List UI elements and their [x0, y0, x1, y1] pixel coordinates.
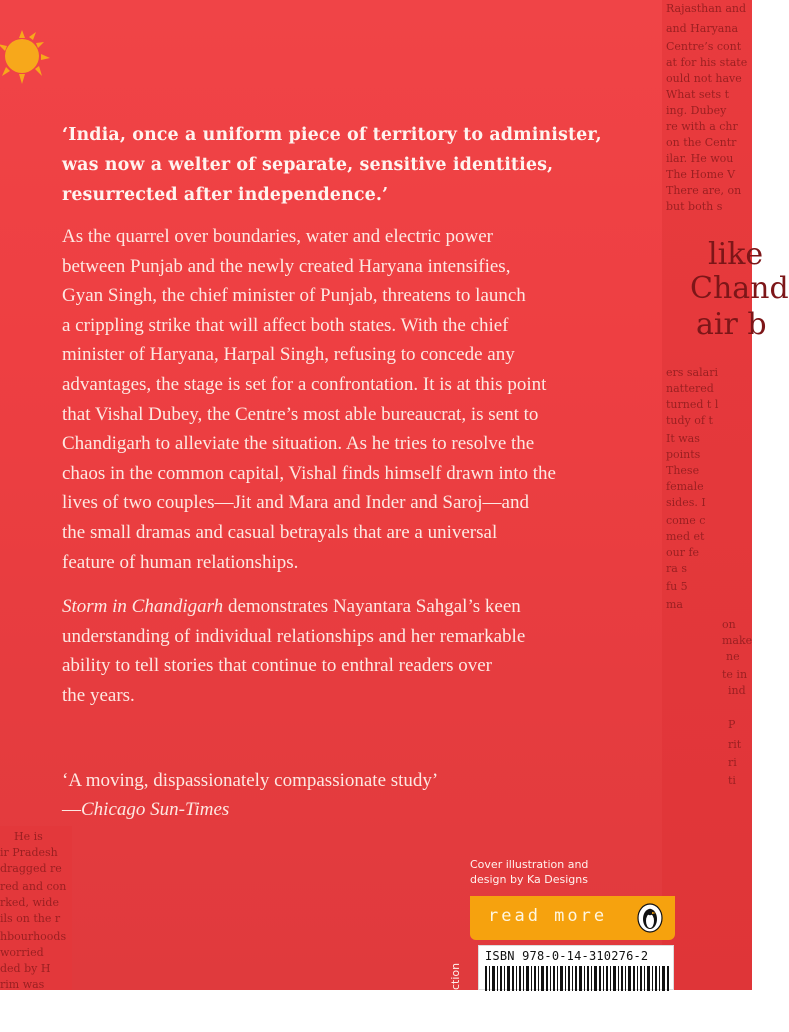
newspaper-collage-right [662, 0, 789, 990]
pull-quote-line: resurrected after independence.’ [62, 185, 389, 205]
synopsis-paragraph [62, 222, 705, 577]
collage-text: Centre’s cont [666, 40, 742, 53]
synopsis-line: between Punjab and the newly created Haryana intensifies, [62, 255, 511, 277]
collage-text: There are, on [666, 184, 742, 197]
collage-text: turned t l [666, 398, 719, 411]
collage-text: te in [722, 668, 748, 681]
synopsis-line: a crippling strike that will affect both states. With the chief [62, 314, 509, 336]
isbn-number: ISBN 978-0-14-310276-2 [485, 949, 649, 963]
collage-headline: air b [696, 307, 767, 342]
collage-text: re with a chr [666, 120, 738, 133]
collage-text: ti [728, 774, 736, 787]
collage-text: Rajasthan and [666, 2, 747, 15]
collage-text: med et [666, 530, 705, 543]
synopsis-line: that Vishal Dubey, the Centre’s most able bureaucrat, is sent to [62, 403, 539, 425]
collage-text: and Haryana [666, 22, 739, 35]
collage-text: He is [14, 830, 43, 843]
collage-text: ils on the r [0, 912, 61, 925]
collage-text: ne [726, 650, 740, 663]
synopsis-line: lives of two couples—Jit and Mara and Inder and Saroj—and [62, 492, 529, 514]
review-quote [62, 766, 702, 824]
collage-text: ri [728, 756, 737, 769]
sun-emblem-icon [0, 22, 56, 86]
isbn-barcode [478, 945, 674, 990]
collage-text: dragged re [0, 862, 62, 875]
synopsis-line: chaos in the common capital, Vishal finds himself drawn into the [62, 462, 556, 484]
review-attribution [62, 795, 702, 824]
collage-text: make [722, 634, 753, 647]
synopsis-line: advantages, the stage is set for a confrontation. It is at this point [62, 373, 547, 395]
collage-text: The Home V [666, 168, 736, 181]
review-text: ‘A moving, dispassionately compassionate study’ [62, 770, 439, 791]
collage-text: ing. Dubey [666, 104, 727, 117]
synopsis-line: feature of human relationships. [62, 551, 299, 573]
collage-text: ded by H [0, 962, 51, 975]
collage-text: at for his state [666, 56, 748, 69]
collage-headline: like [708, 237, 764, 272]
collage-text: our fe [666, 546, 700, 559]
collage-text: rked, wide [0, 896, 59, 909]
collage-text: These [666, 464, 700, 477]
synopsis-line: the small dramas and casual betrayals that are a universal [62, 521, 498, 543]
synopsis-line: Gyan Singh, the chief minister of Punjab, threatens to launch [62, 285, 526, 307]
penguin-logo-icon [637, 903, 663, 933]
review-source: Chicago Sun-Times [81, 799, 230, 820]
collage-headline: Chand [690, 271, 789, 306]
praise-line: understanding of individual relationships and her remarkable [62, 625, 526, 647]
collage-text: hbourhoods [0, 930, 67, 943]
collage-text: ir Pradesh [0, 846, 58, 859]
collage-text: red and con [0, 880, 67, 893]
pull-quote [62, 120, 702, 210]
collage-text: ould not have [666, 72, 742, 85]
praise-line: ability to tell stories that continue to enthral readers over [62, 655, 493, 677]
collage-text: rit [728, 738, 742, 751]
collage-text: points [666, 448, 701, 461]
book-title: Storm in Chandigarh [62, 596, 224, 617]
collage-text: nattered [666, 382, 714, 395]
spine-category-text: ction [449, 962, 462, 990]
collage-text: What sets t [666, 88, 730, 101]
pull-quote-line: was now a welter of separate, sensitive identities, [62, 155, 554, 175]
credit-line: design by Ka Designs [470, 873, 588, 886]
read-more-label: read more [488, 906, 608, 926]
collage-text: It was [666, 432, 700, 445]
credit-line: Cover illustration and [470, 858, 589, 871]
collage-text: rim was [0, 978, 45, 991]
pull-quote-line: ‘India, once a uniform piece of territory to administer, [62, 125, 602, 145]
synopsis-line: minister of Haryana, Harpal Singh, refusing to concede any [62, 344, 515, 366]
collage-text: on the Centr [666, 136, 737, 149]
cover-credit [470, 857, 670, 887]
read-more-badge [470, 896, 675, 940]
collage-text: P [728, 718, 736, 731]
collage-text: sides. I [666, 496, 706, 509]
collage-text: come c [666, 514, 706, 527]
synopsis-line: Chandigarh to alleviate the situation. As he tries to resolve the [62, 433, 535, 455]
collage-text: female [666, 480, 704, 493]
praise-line [62, 592, 702, 622]
collage-text: ma [666, 598, 683, 611]
collage-text: tudy of t [666, 414, 713, 427]
collage-text: ilar. He wou [666, 152, 734, 165]
newspaper-collage-left [0, 826, 72, 990]
collage-text: ers salari [666, 366, 718, 379]
praise-paragraph [62, 592, 702, 710]
collage-text: on [722, 618, 736, 631]
barcode-icon [485, 966, 669, 991]
review-dash: — [62, 799, 81, 820]
collage-text: ind [728, 684, 746, 697]
praise-line: the years. [62, 684, 135, 706]
collage-text: ra s [666, 562, 687, 575]
collage-text: but both s [666, 200, 723, 213]
collage-text: worried [0, 946, 44, 959]
synopsis-line: As the quarrel over boundaries, water and electric power [62, 226, 494, 247]
collage-text: fu 5 [666, 580, 688, 593]
praise-line-rest: demonstrates Nayantara Sahgal’s keen [223, 596, 521, 617]
